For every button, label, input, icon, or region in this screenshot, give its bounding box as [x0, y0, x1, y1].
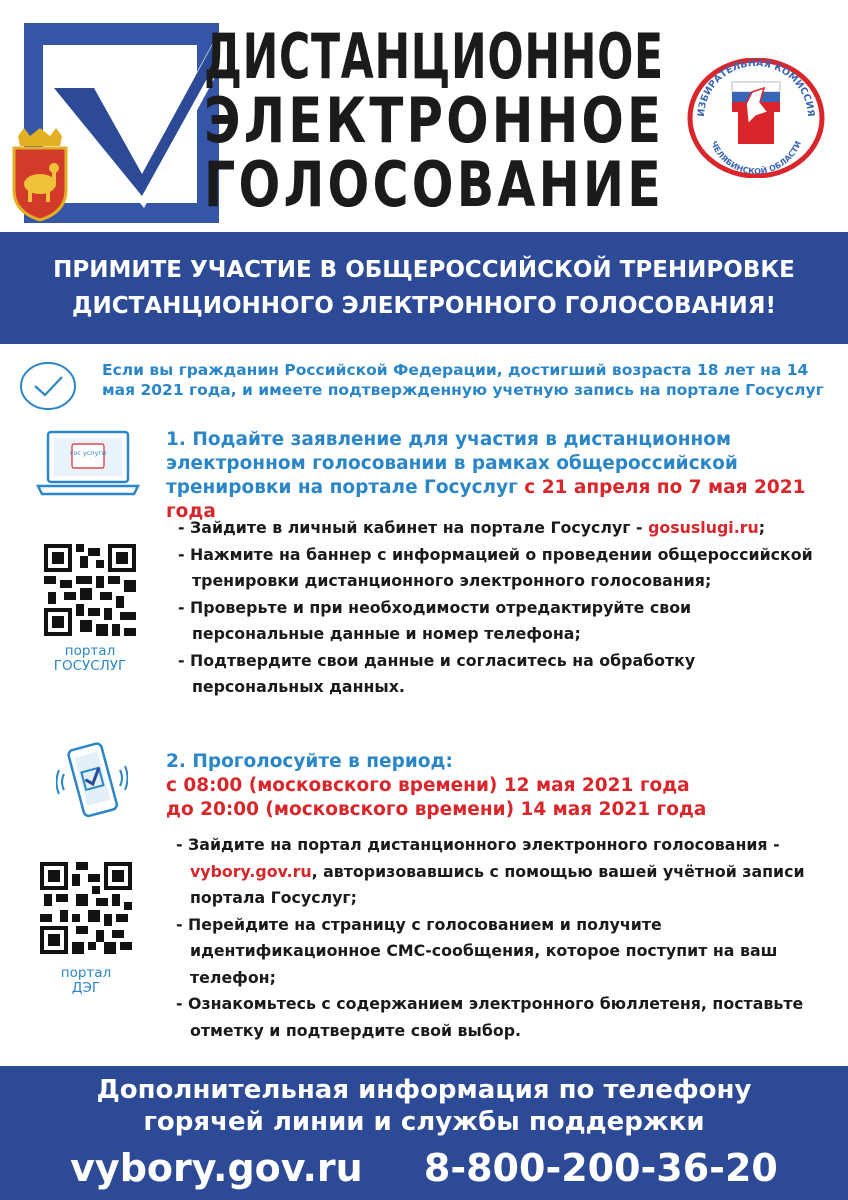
step1-item-1-text: - Зайдите в личный кабинет на портале Госуслуг -: [178, 518, 649, 537]
list-item: - Перейдите на страницу с голосованием и получите идентификационное СМС-сообщения, которое поступит на ваш телефон;: [176, 914, 778, 987]
commission-logo-text-bottom: ЧЕЛЯБИНСКОЙ ОБЛАСТИ: [709, 139, 804, 177]
eligibility-intro: Если вы гражданин Российской Федерации, достигший возраста 18 лет на 14 мая 2021 года, и имеете подтвержденную учетную запись на портале Госуслуг: [102, 361, 824, 399]
phone-vote-icon: [56, 740, 128, 822]
commission-logo-icon: [686, 58, 826, 178]
gosuslugi-link[interactable]: gosuslugi.ru: [648, 518, 759, 537]
coat-of-arms-icon: [10, 128, 70, 222]
title-line-1: ДИСТАНЦИОННОЕ: [204, 20, 664, 93]
list-item: [176, 832, 832, 912]
step2-period-start: с 08:00 (московского времени) 12 мая 2021 года: [166, 775, 690, 796]
step2-period-end: до 20:00 (московского времени) 14 мая 2021 года: [166, 799, 707, 820]
step1-title: [166, 428, 836, 524]
list-item: - Нажмите на баннер с информацией о проведении общероссийской тренировки дистанционного электронного голосования;: [178, 544, 813, 590]
footer-site-link[interactable]: vybory.gov.ru: [70, 1146, 363, 1190]
banner-line-1: ПРИМИТЕ УЧАСТИЕ В ОБЩЕРОССИЙСКОЙ ТРЕНИРОВКЕ: [53, 257, 795, 283]
footer-line-2: горячей линии и службы поддержки: [143, 1107, 705, 1137]
step1-dates: с 21 апреля по 7 мая 2021 года: [166, 477, 806, 522]
step2-item-1-post: , авторизовавшись с помощью вашей учётной записи портала Госуслуг;: [190, 861, 805, 907]
step1-title-text: 1. Подайте заявление для участия в дистанционном электронном голосовании в рамках общероссийской тренировки на портале Госуслуг: [166, 429, 738, 498]
banner-line-2: ДИСТАНЦИОННОГО ЭЛЕКТРОННОГО ГОЛОСОВАНИЯ!: [72, 293, 776, 319]
title-line-3: ГОЛОСОВАНИЕ: [204, 148, 664, 221]
step2-item-1-pre: - Зайдите на портал дистанционного электронного голосования -: [176, 835, 780, 854]
qr2-caption-line2: ДЭГ: [71, 980, 101, 996]
list-item: - Подтвердите свои данные и согласитесь на обработку персональных данных.: [178, 650, 696, 696]
laptop-icon: [36, 430, 140, 496]
qr-code-icon: [40, 862, 132, 954]
footer-banner: [0, 1066, 848, 1200]
qr1-caption-line1: портал: [64, 643, 116, 659]
list-item: - Ознакомьтесь с содержанием электронного бюллетеня, поставьте отметку и подтвердите свой выбор.: [176, 994, 804, 1040]
title-line-2: ЭЛЕКТРОННОЕ: [204, 84, 665, 157]
qr-caption-deg: [36, 966, 136, 996]
qr-caption-gosuslugi: [40, 644, 140, 674]
step2-heading: [166, 750, 826, 822]
step1-list: [178, 515, 818, 701]
footer-contacts: [0, 1146, 848, 1190]
qr-code-icon: [44, 544, 136, 636]
check-circle-icon: [18, 360, 78, 412]
vybory-link[interactable]: vybory.gov.ru: [190, 861, 312, 881]
laptop-screen-text: гос услуги: [69, 449, 107, 457]
qr2-caption-line1: портал: [60, 965, 112, 981]
step2-title: 2. Проголосуйте в период:: [166, 751, 453, 772]
list-item: - Проверьте и при необходимости отредактируйте свои персональные данные и номер телефона;: [178, 597, 692, 643]
step2-list: [176, 832, 832, 1044]
list-item: [178, 515, 818, 542]
qr1-caption-line2: ГОСУСЛУГ: [53, 658, 127, 674]
commission-logo-text-top: ИЗБИРАТЕЛЬНАЯ КОМИССИЯ: [695, 58, 817, 118]
footer-line-1: Дополнительная информация по телефону: [96, 1075, 752, 1105]
headline-banner: [0, 232, 848, 344]
step1-item-1-after: ;: [758, 518, 766, 537]
footer-phone[interactable]: 8-800-200-36-20: [423, 1146, 778, 1190]
